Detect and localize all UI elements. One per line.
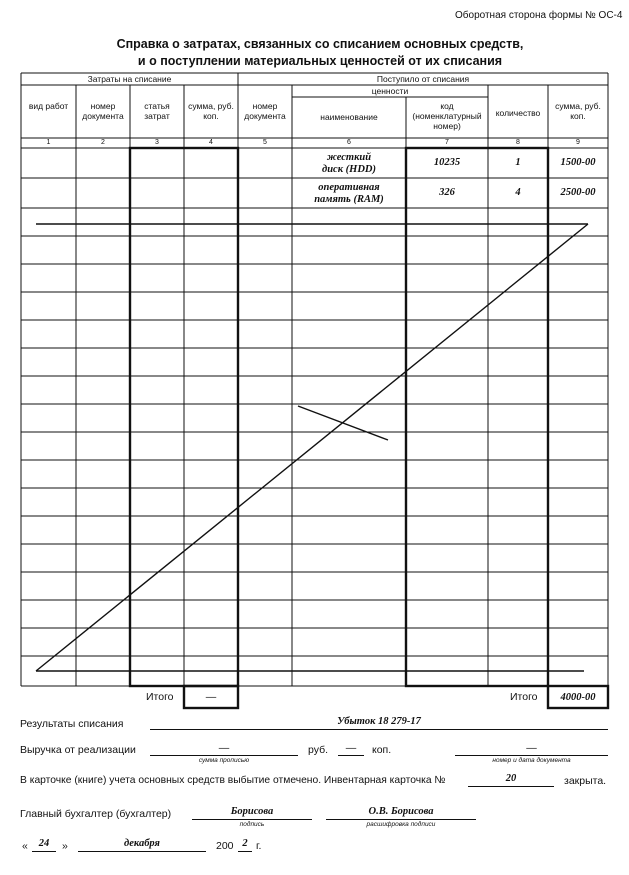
col-header-cost-item: статья затрат (144, 101, 170, 121)
results-label: Результаты списания (20, 718, 124, 730)
col-header-name: наименование (320, 112, 378, 122)
title-line-1: Справка о затратах, связанных со списанием основных средств, (116, 37, 524, 51)
revenue-caption: сумма прописью (198, 757, 250, 764)
col-header-doc-number: номер документа (82, 101, 124, 121)
revenue-value: — (218, 742, 230, 754)
card-number-line (468, 786, 554, 787)
col-number: 8 (516, 139, 520, 146)
table-row-name (292, 152, 406, 175)
group-received-header: Поступило от списания (376, 74, 470, 84)
table-row-code: 10235 (433, 157, 461, 168)
signature-caption: подпись (239, 821, 265, 828)
item-name-line-2: диск (HDD) (322, 163, 376, 175)
col-header-work-type: вид работ (28, 101, 69, 111)
kop-value: — (345, 742, 357, 754)
form-side-note: Оборотная сторона формы № ОС-4 (455, 10, 623, 21)
results-line (150, 729, 608, 730)
date-quote-close: » (62, 840, 68, 852)
total-label-right: Итого (510, 691, 538, 703)
decoding-caption: расшифровка подписи (366, 821, 436, 828)
total-label-left: Итого (146, 691, 174, 703)
col-number: 1 (46, 139, 51, 146)
table-row-code: 326 (439, 187, 455, 198)
year-label: г. (256, 840, 262, 852)
col-header-quantity: количество (495, 108, 541, 118)
item-name-line-1: жесткий (326, 152, 372, 163)
group-costs-header: Затраты на списание (87, 74, 172, 84)
doc-value: — (526, 742, 537, 754)
title-line-2: и о поступлении материальных ценностей от их списания (137, 53, 503, 68)
col-number: 2 (101, 139, 105, 146)
signature: Борисова (230, 806, 274, 817)
subgroup-values-header: ценности (371, 86, 409, 96)
total-value-left: — (205, 691, 217, 703)
rub-label: руб. (308, 744, 329, 756)
month-line (78, 851, 206, 852)
doc-caption: номер и дата документа (492, 757, 571, 764)
col-header-received-doc-number: номер документа (244, 101, 286, 121)
item-name-line-1: оперативная (318, 182, 380, 193)
total-value-right: 4000-00 (560, 692, 596, 703)
table-row-quantity: 1 (515, 157, 521, 168)
decoding-line (326, 819, 476, 820)
doc-line (455, 755, 608, 756)
revenue-line (150, 755, 298, 756)
table-row-quantity: 4 (515, 187, 521, 198)
date-day: 24 (38, 838, 50, 849)
col-number: 4 (209, 139, 213, 146)
signature-line (192, 819, 312, 820)
revenue-label: Выручка от реализации (20, 744, 136, 756)
signature-decoding: О.В. Борисова (368, 806, 434, 817)
col-number: 9 (576, 139, 580, 146)
table-row-sum: 2500-00 (560, 187, 596, 198)
col-header-cost-sum: сумма, руб. коп. (188, 101, 234, 121)
card-closed: закрыта. (564, 775, 607, 787)
item-name-line-2: память (RAM) (314, 193, 384, 205)
table-row-sum: 1500-00 (560, 157, 596, 168)
results-value: Убыток 18 279-17 (337, 716, 421, 727)
table-row-name (292, 182, 406, 205)
year-line (238, 851, 252, 852)
col-number: 3 (155, 139, 159, 146)
date-quote-open: « (22, 840, 28, 852)
kop-label: коп. (372, 744, 392, 756)
col-number: 7 (445, 139, 449, 146)
col-number: 5 (263, 139, 267, 146)
year-suffix: 2 (242, 838, 248, 849)
date-month: декабря (124, 838, 160, 849)
year-prefix: 200 (216, 840, 234, 852)
card-number: 20 (505, 773, 517, 784)
chief-label: Главный бухгалтер (бухгалтер) (20, 808, 172, 820)
day-line (32, 851, 56, 852)
col-number: 6 (347, 139, 351, 146)
col-header-received-sum: сумма, руб. коп. (555, 101, 601, 121)
kop-line (338, 755, 364, 756)
col-header-code: код (номенклатурный номер) (412, 101, 482, 131)
card-text: В карточке (книге) учета основных средств выбытие отмечено. Инвентарная карточка № (20, 775, 446, 786)
